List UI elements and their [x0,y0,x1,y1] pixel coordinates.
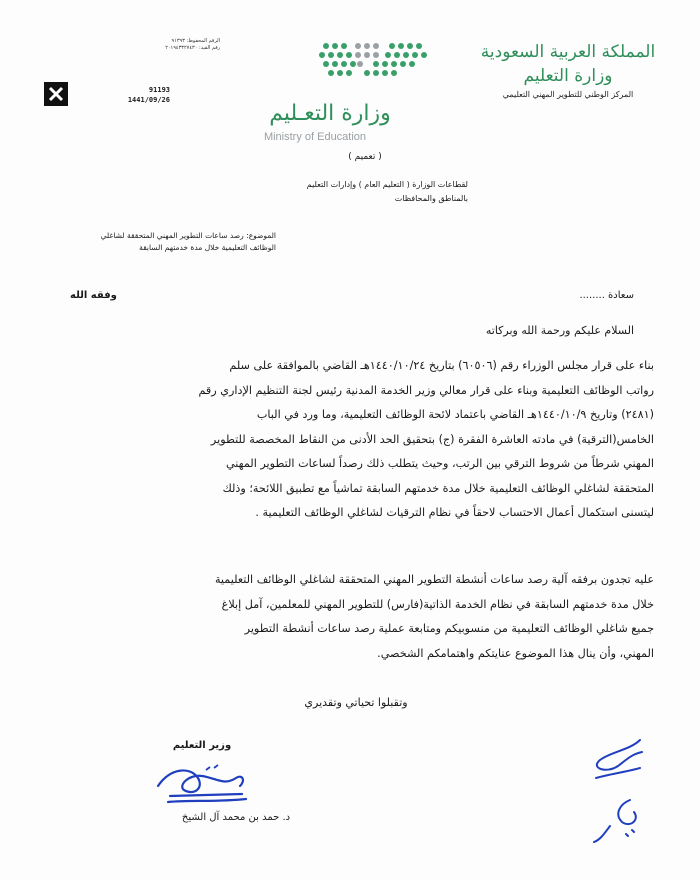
signatory-name: د. حمد بن محمد آل الشيخ [181,812,291,823]
greeting: السلام عليكم ورحمة الله وبركاته [485,324,634,337]
body-paragraph-2 [66,568,654,666]
ministry-logo [230,38,470,148]
paragraph-1-line: المهني شرطاً من شروط الترقي بين الرتب، وحيث يتطلب ذلك رصداً لساعات التطوير المهني [225,457,654,470]
reference-block [90,38,220,52]
signature-image [150,756,260,808]
paragraph-2-line: المهني، وأن ينال هذا الموضوع عنايتكم واهتمامكم الشخصي. [377,646,654,660]
ministry-name: وزارة التعليم [523,66,613,86]
recipients-line-2: بالمناطق والمحافظات [394,194,468,203]
closing-line: وتقبلوا تحياتي وتقديري [304,696,408,709]
archive-number: الرقم المحفوظ: ٩١٣٩٣ [171,38,220,44]
paragraph-2-line: جميع شاغلي الوظائف التعليمية من منسوبيكم ومتابعة عملية رصد ساعات أنشطة التطوير [244,622,654,635]
signatory-title: وزير التعليم [172,740,232,751]
center-name: المركز الوطني للتطوير المهني التعليمي [502,90,634,99]
paragraph-1-line: رواتب الوظائف التعليمية وبناء على قرار معالي وزير الخدمة المدنية رئيس لجنة التنظيم الإداري رقم [198,383,654,397]
recipients [208,178,468,206]
paragraph-2-line: عليه تجدون برفقه آلية رصد ساعات أنشطة التطوير المهني المتحققة لشاغلي الوظائف التعليمية [214,573,654,586]
body-paragraph-1 [66,354,654,526]
paragraph-2-line: خلال مدة خدمتهم السابقة في نظام الخدمة الذاتية(فارس) للتطوير المهني للمعلمين، آمل إبلاغ [221,597,654,611]
reference-number [100,85,170,105]
paragraph-1-line: ليتسنى استكمال أعمال الاحتساب لاحقاً في نظام الترقيات لشاغلي الوظائف التعليمية . [255,506,654,519]
close-icon[interactable] [44,82,68,106]
logo-english-text: Ministry of Education [263,131,367,143]
subject [36,230,276,254]
salutation-address: سعادة ........ [579,290,634,301]
circular-label: ( تعميم ) [348,152,382,162]
logo-dots-graphic [230,38,470,148]
kingdom-name: المملكة العربية السعودية [480,42,656,62]
paragraph-1-line: المتحققة لشاغلي الوظائف التعليمية خلال مدة خدمتهم السابقة تماشياً مع تطبيق اللائحة؛ وذلك [222,481,654,495]
kingdom-header [468,40,668,102]
salutation-blessing: وفقه الله [70,290,117,301]
recipients-line-1: لقطاعات الوزارة ( التعليم العام ) وإدارات التعليم [306,180,468,189]
subject-line-2: الوظائف التعليمية خلال مدة خدمتهم السابقة [139,243,276,252]
paragraph-1-line: الخامس(الترقية) في مادته العاشرة الفقرة (ج) بتحقيق الحد الأدنى من النقاط المخصصة للتطوير [210,432,654,446]
handwritten-note [570,730,660,850]
paragraph-1-line: (٢٤٨١) وتاريخ ١٤٤٠/١٠/٩هـ القاضي باعتماد لائحة الوظائف التعليمية، وما ورد في الباب [256,408,654,421]
subject-line-1: الموضوع: رصد ساعات التطوير المهني المتحققة لشاغلي [100,231,276,240]
ref-date-value: 1441/09/26 [127,96,170,104]
registry-number: رقم القيد: ٢٠١٩٤٣٣٢٧٤٣٠ [165,45,220,51]
paragraph-1-line: بناء على قرار مجلس الوزراء رقم (٦٠٥٠٦) بتاريخ ١٤٤٠/١٠/٢٤هـ القاضي بالموافقة على سلم [229,359,654,372]
logo-arabic-text: وزارة التعـليم [269,101,391,126]
ref-number-value: 91193 [148,86,170,94]
margin-note-text: للإعلامي / يوزع [570,730,577,731]
